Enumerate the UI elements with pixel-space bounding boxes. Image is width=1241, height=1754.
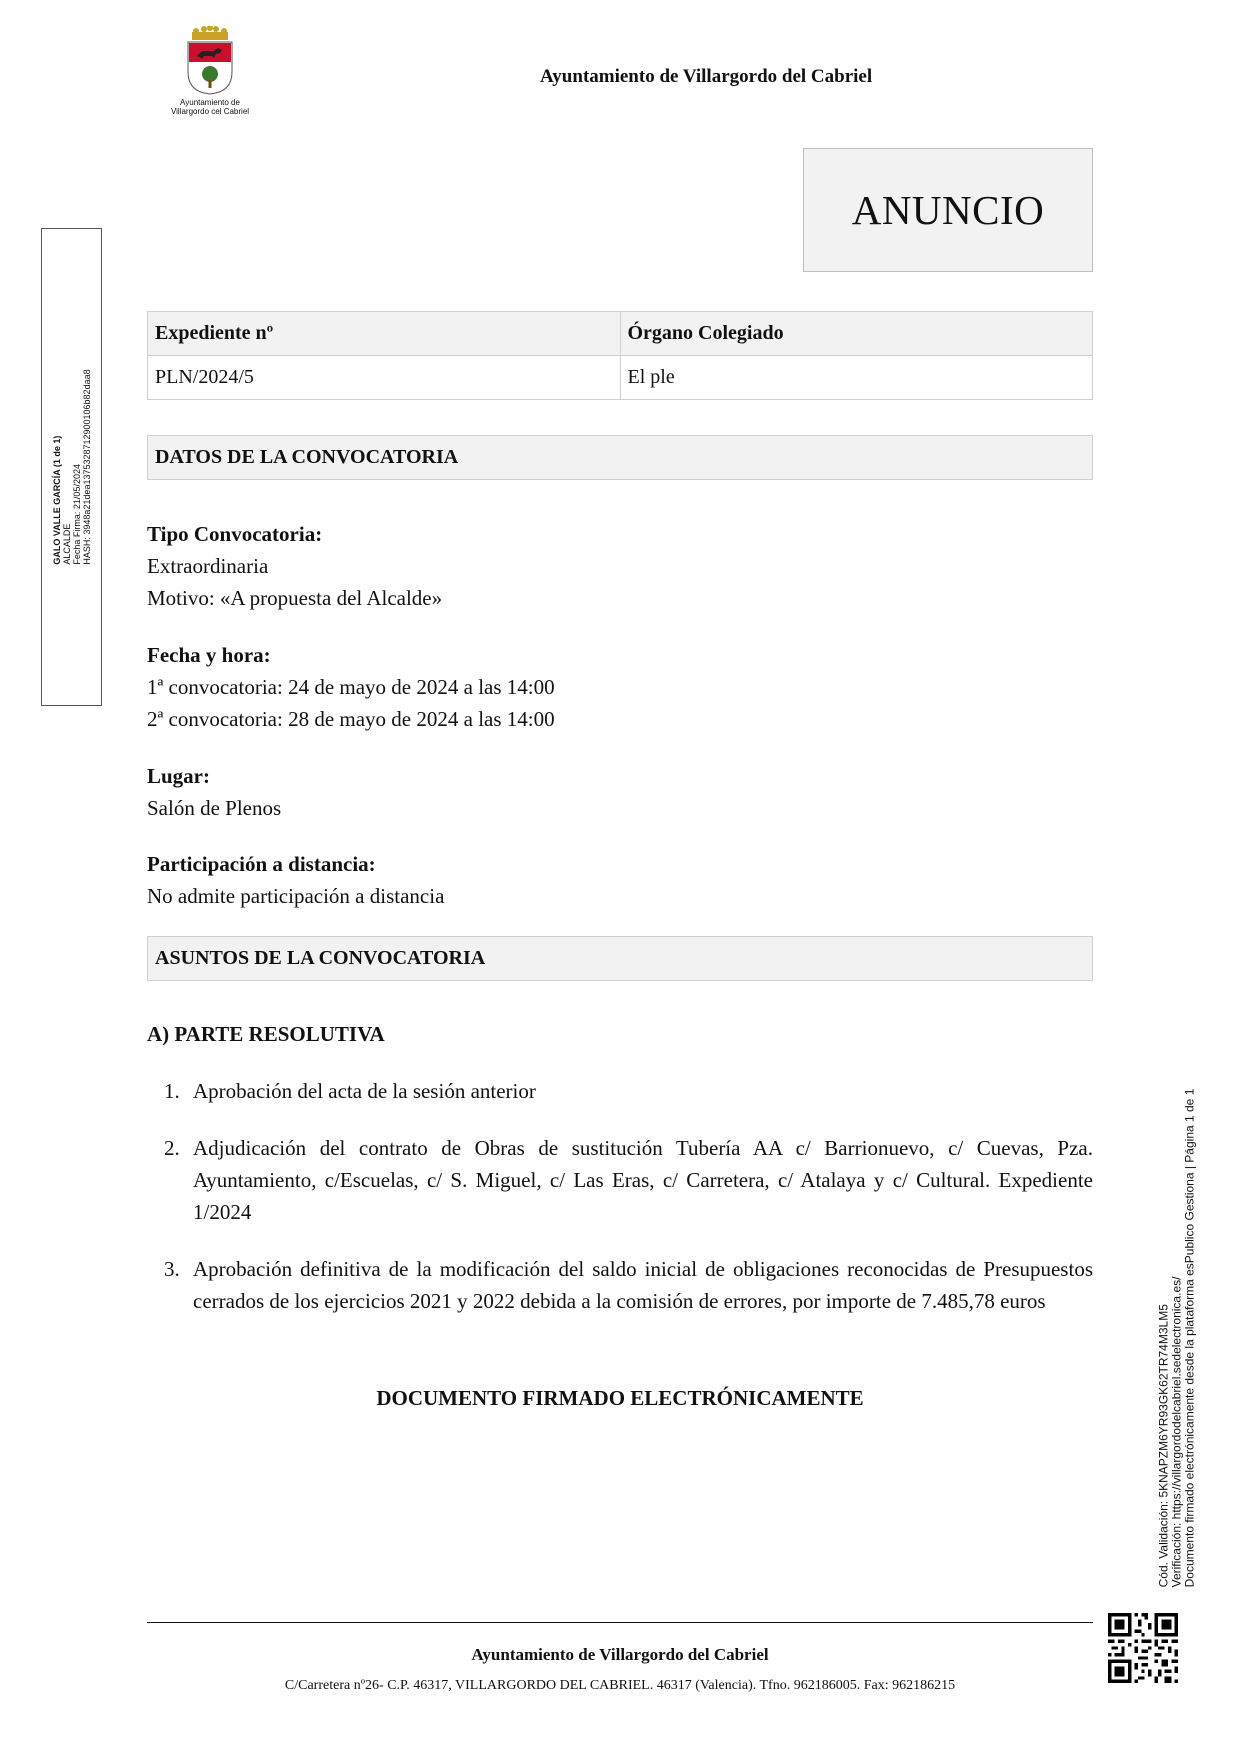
footer-divider (147, 1622, 1093, 1623)
platform-note: Documento firmado electrónicamente desde la plataforma esPublico Gestiona | Página 1 de 1 (1182, 1088, 1197, 1588)
validation-text (1158, 1089, 1197, 1588)
organo-colegiado: El ple (620, 356, 1093, 400)
signature-text (52, 369, 92, 564)
participacion-label: Participación a distancia: (147, 852, 376, 876)
expediente-table (147, 311, 1093, 400)
municipal-crest-logo (150, 26, 270, 126)
table-header-row (148, 312, 1093, 356)
asuntos-section-header: ASUNTOS DE LA CONVOCATORIA (147, 936, 1093, 981)
footer-address: C/Carretera nº26- C.P. 46317, VILLARGORDO DEL CABRIEL. 46317 (Valencia). Tfno. 962186005. Fax: 962186215 (284, 1678, 956, 1693)
column-header: Órgano Colegiado (620, 312, 1093, 356)
agenda-item-number: 1. (164, 1079, 180, 1103)
verification-url[interactable]: Verificación: https://villargordodelcabriel.sedelectronica.es/ (1169, 1276, 1184, 1588)
agenda-item (147, 1075, 1093, 1107)
participacion-value: No admite participación a distancia (147, 884, 445, 908)
datos-section-header: DATOS DE LA CONVOCATORIA (147, 435, 1093, 480)
lugar-value: Salón de Plenos (147, 796, 282, 820)
tipo-label: Tipo Convocatoria: (147, 522, 323, 546)
footer-title: Ayuntamiento de Villargordo del Cabriel (471, 1645, 769, 1664)
lugar-label: Lugar: (147, 764, 210, 788)
logo-caption-line: Ayuntamiento de (180, 98, 240, 107)
expediente-number: PLN/2024/5 (148, 356, 621, 400)
qr-code-icon (1108, 1613, 1178, 1683)
signer-name: GALO VALLE GARCÍA (1 de 1) (51, 435, 62, 565)
agenda-item (147, 1253, 1093, 1317)
signer-role: ALCALDE (61, 523, 72, 565)
header-title: Ayuntamiento de Villargordo del Cabriel (540, 66, 873, 87)
parte-resolutiva-heading: A) PARTE RESOLUTIVA (147, 1022, 385, 1046)
agenda-item-text: Aprobación definitiva de la modificación del saldo inicial de obligaciones reconocidas de Presupuestos cerrados de los ejercicios 2021 y 2022 debida a la comisión de errores, por importe de 7.485,78 euros (193, 1257, 1093, 1313)
agenda-item-text: Aprobación del acta de la sesión anterior (193, 1079, 536, 1103)
tipo-value: Extraordinaria (147, 554, 269, 578)
signature-date: Fecha Firma: 21/05/2024 (71, 464, 82, 565)
logo-caption-line: Villargordo cel Cabriel (170, 107, 250, 116)
validation-code: Cód. Validación: 5KNAPZM6YR93GK62TR74M3LM5 (1156, 1304, 1171, 1588)
fecha-label: Fecha y hora: (147, 643, 271, 667)
motivo-text: Motivo: «A propuesta del Alcalde» (147, 586, 443, 610)
agenda-item-text: Adjudicación del contrato de Obras de sustitución Tubería AA c/ Barrionuevo, c/ Cuevas, Pza. Ayuntamiento, c/Escuelas, c/ S. Miguel, c/ Las Eras, c/ Carretera, c/ Atalaya y c/ Cultural. Expediente 1/2024 (193, 1136, 1093, 1224)
logo-caption (150, 98, 270, 116)
agenda-item (147, 1132, 1093, 1228)
crest-icon (184, 26, 236, 96)
signature-hash: HASH: 3948a21dea1375328712900106b82daa8 (81, 369, 92, 565)
anuncio-title-box: ANUNCIO (803, 148, 1093, 272)
first-call-date: 1ª convocatoria: 24 de mayo de 2024 a las 14:00 (147, 675, 555, 699)
second-call-date: 2ª convocatoria: 28 de mayo de 2024 a las 14:00 (147, 707, 555, 731)
table-row (148, 356, 1093, 400)
agenda-item-number: 2. (164, 1136, 180, 1160)
agenda-item-number: 3. (164, 1257, 180, 1281)
signed-note: DOCUMENTO FIRMADO ELECTRÓNICAMENTE (376, 1386, 864, 1410)
column-header: Expediente nº (148, 312, 621, 356)
signature-box (41, 228, 102, 706)
